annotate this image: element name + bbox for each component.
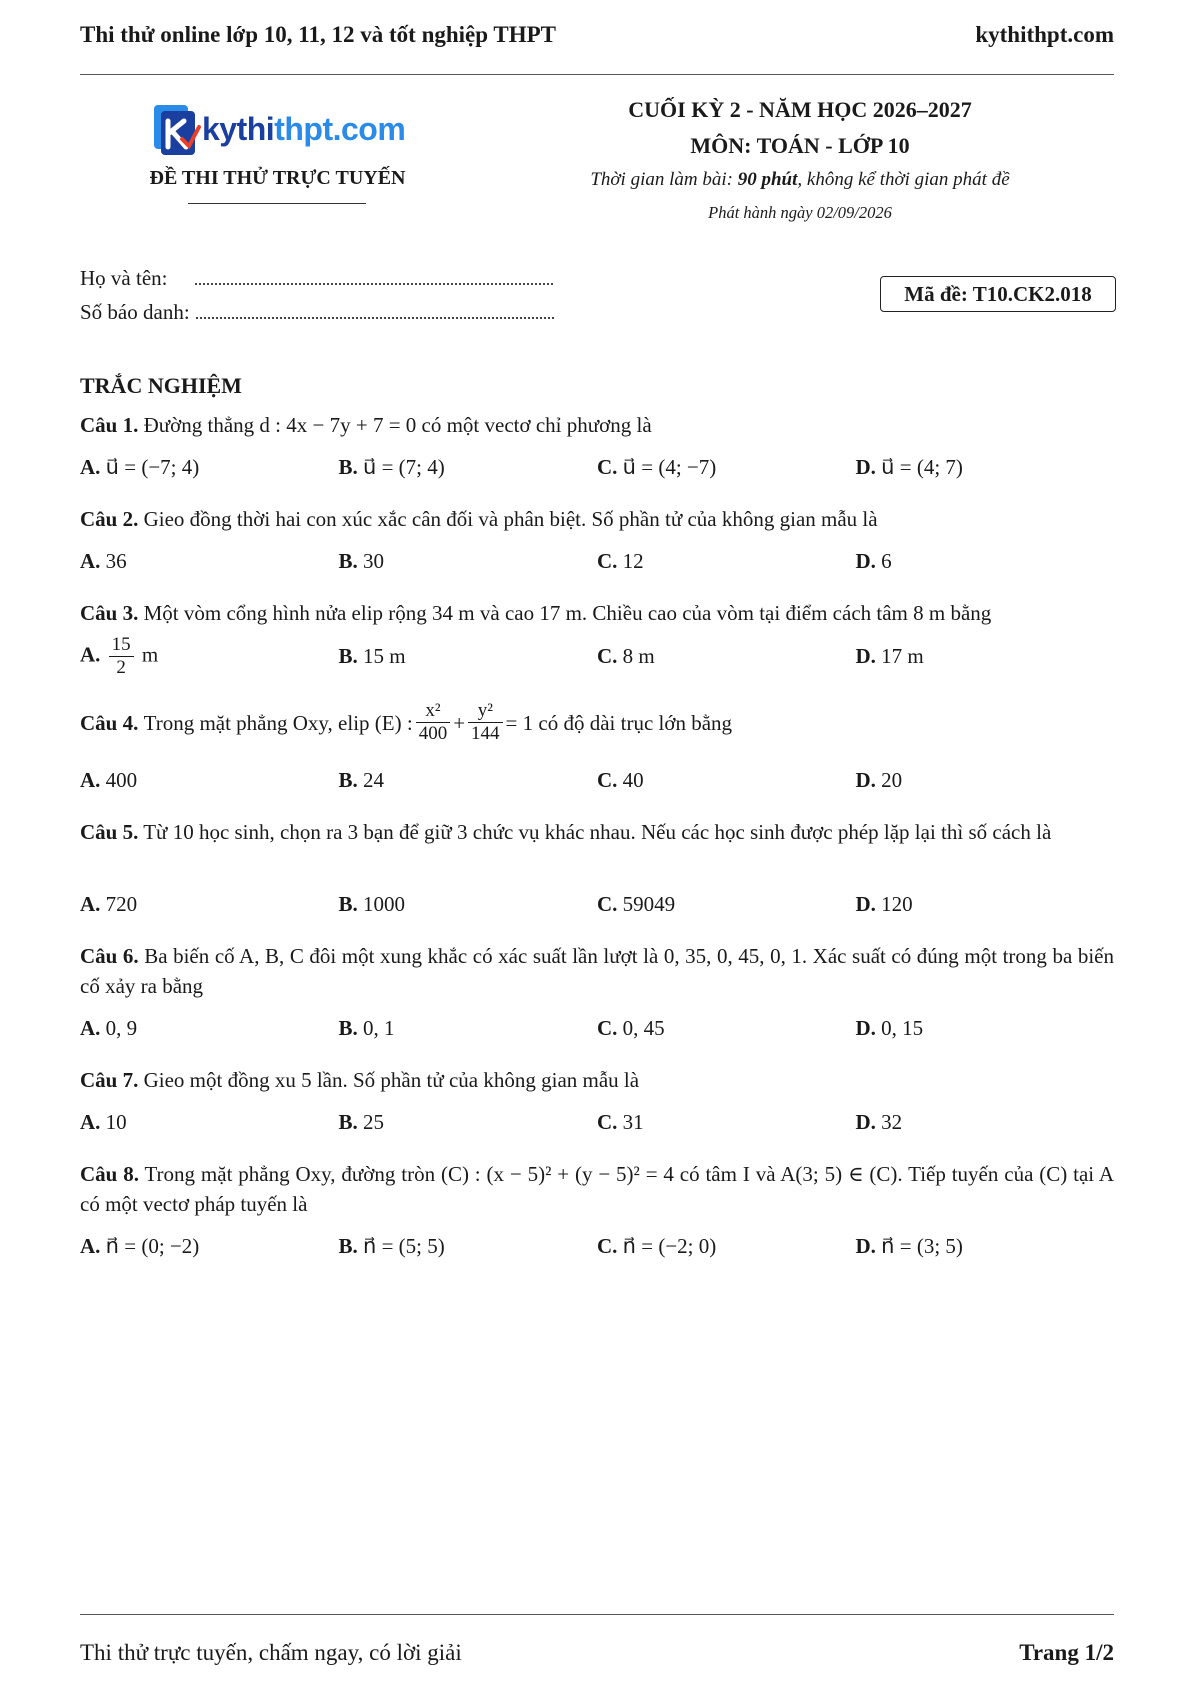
option-a: A. 400: [80, 768, 138, 792]
question-6: Câu 6. Ba biến cố A, B, C đôi một xung khắc có xác suất lần lượt là 0, 35, 0, 45, 0, 1. Xác suất có đúng một trong ba biến cố xảy ra bằng: [80, 944, 1114, 998]
question-2-options: [80, 549, 1114, 574]
question-4-options: [80, 768, 1114, 793]
option-c: C. 40: [597, 768, 644, 792]
option-c: C. n⃗ = (−2; 0): [597, 1234, 717, 1258]
exam-duration: Thời gian làm bài: 90 phút, không kể thời gian phát đề: [590, 169, 1010, 190]
option-d: D. u⃗ = (4; 7): [855, 455, 963, 479]
option-c: C. 12: [597, 549, 644, 573]
id-blank: [196, 303, 554, 319]
fraction-15-2: $\frac{15}{2}$: [109, 634, 134, 679]
exam-type-label: ĐỀ THI THỬ TRỰC TUYẾN: [149, 167, 406, 189]
option-d: D. 17 m: [855, 644, 924, 668]
exam-subject: MÔN: TOÁN - LỚP 10: [690, 133, 910, 158]
option-d: D. 120: [855, 892, 913, 916]
question-5: Câu 5. Từ 10 học sinh, chọn ra 3 bạn để giữ 3 chức vụ khác nhau. Nếu các học sinh được phép lặp lại thì số cách là: [80, 820, 1052, 844]
option-c: C. 0, 45: [597, 1016, 665, 1040]
exam-code-box: Mã đề: T10.CK2.018: [880, 276, 1116, 312]
question-1: Câu 1. Đường thẳng d : 4x − 7y + 7 = 0 có một vectơ chỉ phương là: [80, 413, 652, 437]
option-b: B. n⃗ = (5; 5): [338, 1234, 445, 1258]
footer-left-text: Thi thử trực tuyến, chấm ngay, có lời giải: [80, 1640, 462, 1665]
header-divider: [80, 74, 1114, 75]
footer-divider: [80, 1614, 1114, 1615]
option-b: B. 1000: [338, 892, 406, 916]
option-a: A. 36: [80, 549, 127, 573]
option-b: B. 0, 1: [338, 1016, 395, 1040]
question-2: Câu 2. Gieo đồng thời hai con xúc xắc cân đối và phân biệt. Số phần tử của không gian mẫu là: [80, 507, 878, 531]
option-d: D. 6: [855, 549, 892, 573]
question-8: Câu 8. Trong mặt phẳng Oxy, đường tròn (C) : (x − 5)² + (y − 5)² = 4 có tâm I và A(3; 5) ∈ (C). Tiếp tuyến của (C) tại A có một vectơ pháp tuyến là: [80, 1162, 1114, 1216]
option-c: C. u⃗ = (4; −7): [597, 455, 717, 479]
exam-type-underline: [188, 203, 366, 204]
option-c: C. 59049: [597, 892, 676, 916]
option-c: C. 31: [597, 1110, 644, 1134]
header-right-text: kythithpt.com: [975, 22, 1114, 47]
question-5-options: [80, 892, 1114, 917]
option-d: D. 20: [855, 768, 903, 792]
option-d: D. n⃗ = (3; 5): [855, 1234, 963, 1258]
page-number: Trang 1/2: [1019, 1640, 1114, 1665]
question-7-options: [80, 1110, 1114, 1135]
question-3-options: [80, 634, 1114, 679]
question-1-options: [80, 455, 1114, 480]
option-b: B. u⃗ = (7; 4): [338, 455, 445, 479]
exam-title: CUỐI KỲ 2 - NĂM HỌC 2026–2027: [628, 97, 972, 122]
fraction-y2-144: $\frac{\text{y²}}{144}$: [468, 700, 503, 745]
option-a: A. 720: [80, 892, 138, 916]
site-logo: [152, 100, 412, 158]
option-a: A. 10: [80, 1110, 127, 1134]
option-d: D. 0, 15: [855, 1016, 924, 1040]
exam-release-date: Phát hành ngày 02/09/2026: [708, 203, 892, 222]
question-4: Câu 4. Trong mặt phẳng Oxy, elip (E) : $\frac{\text{x²}}{400}$ + $\frac{\text{y²}}{144}$ = 1 có độ dài trục lớn bằng: [80, 700, 733, 744]
question-7: Câu 7. Gieo một đồng xu 5 lần. Số phần tử của không gian mẫu là: [80, 1068, 640, 1092]
option-b: B. 25: [338, 1110, 385, 1134]
option-c: C. 8 m: [597, 644, 655, 668]
header-left-text: Thi thử online lớp 10, 11, 12 và tốt nghiệp THPT: [80, 22, 556, 47]
option-b: B. 15 m: [338, 644, 406, 668]
option-a: A. $\frac{15}{2}$ m: [80, 634, 159, 678]
fraction-x2-400: $\frac{\text{x²}}{400}$: [416, 700, 451, 745]
option-b: B. 24: [338, 768, 385, 792]
option-b: B. 30: [338, 549, 385, 573]
logo-wordmark: kythithpt.com: [202, 110, 406, 147]
name-field: [80, 266, 553, 291]
question-6-options: [80, 1016, 1114, 1041]
name-blank: [195, 269, 553, 285]
option-a: A. 0, 9: [80, 1016, 138, 1040]
question-8-options: [80, 1234, 1114, 1259]
id-field: [80, 300, 554, 325]
id-label: Số báo danh:: [80, 300, 190, 324]
logo-mark-icon: [152, 103, 202, 155]
option-a: A. n⃗ = (0; −2): [80, 1234, 200, 1258]
name-label: Họ và tên:: [80, 266, 168, 290]
option-d: D. 32: [855, 1110, 903, 1134]
option-a: A. u⃗ = (−7; 4): [80, 455, 200, 479]
question-3: Câu 3. Một vòm cổng hình nửa elip rộng 34 m và cao 17 m. Chiều cao của vòm tại điểm cách tâm 8 m bằng: [80, 601, 992, 625]
section-title: TRẮC NGHIỆM: [80, 373, 242, 398]
